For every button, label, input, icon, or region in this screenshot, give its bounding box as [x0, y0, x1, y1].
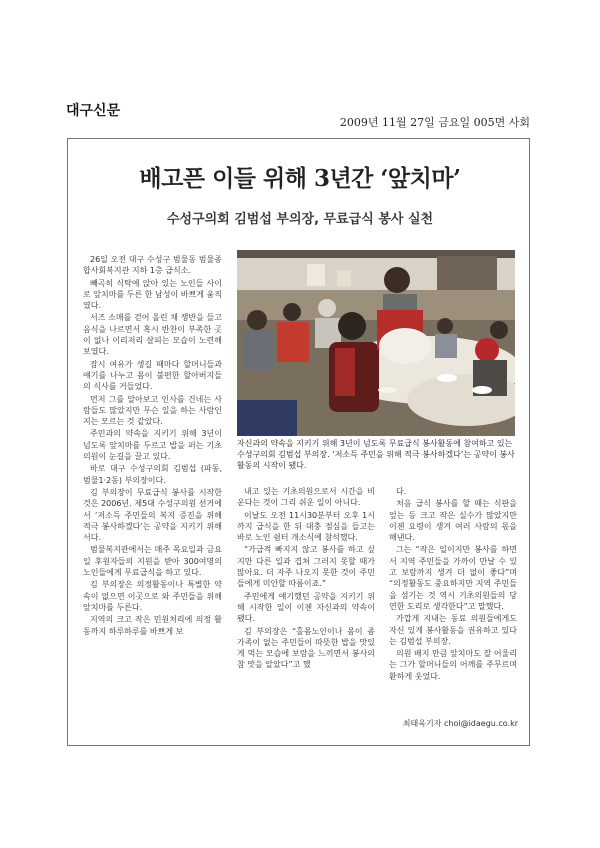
reporter-byline: 최태욱기자 choi@idaegu.co.kr [402, 719, 518, 728]
paragraph: 바로 대구 수성구의회 김범섭 (파동, 범물1·2동) 부의장이다. [83, 464, 222, 485]
paragraph: 주민과의 약속을 지키기 위해 3년이 넘도록 앞치마를 두르고 밥을 퍼는 기초의원이 눈길을 끌고 있다. [83, 429, 222, 462]
dateline: 2009년 11월 27일 금요일 005면 사회 [339, 116, 530, 129]
article-column-1 [83, 254, 222, 638]
paragraph: 26일 오전 대구 수성구 범물동 범물종합사회복지관 지하 1층 급식소. [83, 255, 222, 276]
paragraph: 내고 있는 기초의원으로서 시간을 비운다는 것이 그리 쉬운 일이 아니다. [237, 487, 375, 508]
article-photo [237, 250, 515, 436]
paragraph: 김 부의장은 “홀몸노인이나 몸이 좀 가족이 없는 주민들이 따뜻한 밥을 맛있게 먹는 모습에 보람을 느끼면서 봉사의 참 맛을 알았다”고 했 [237, 626, 375, 670]
paragraph: 빼곡히 식탁에 앉아 있는 노인들 사이로 앞치마를 두른 한 남성이 바쁘게 움직였다. [83, 278, 222, 311]
article-subheadline: 수성구의회 김범섭 부의장, 무료급식 봉사 실천 [166, 212, 434, 227]
paragraph: 범물복지관에서는 매주 목요일과 금요일 후원자들의 지원을 받아 300여명의 노인들에게 무료급식을 하고 있다. [83, 545, 222, 578]
paragraph: 서즈 소매를 걷어 올린 채 쟁반을 들고 음식을 나르면서 혹시 반찬이 부족한 곳이 없나 이리저리 살피는 모습이 노련해 보였다. [83, 313, 222, 357]
article-headline: 배고픈 이들 위해 3년간 ‘앞치마’ [139, 165, 461, 192]
paragraph: “가급적 빠지지 않고 봉사를 하고 싶지만 다른 일과 겹쳐 그러지 못할 때가 많아요. 더 자주 나오지 못한 것이 주민들에게 미안할 따름이죠.” [237, 545, 375, 589]
paragraph: 주민에게 얘기했던 공약을 지키기 위해 시작한 일이 이젠 자신과의 약속이 됐다. [237, 591, 375, 624]
paragraph: 다. [396, 487, 407, 496]
newspaper-masthead: 대구신문 [66, 103, 121, 119]
volunteer-serving-photo [237, 250, 515, 436]
paragraph: 처음 급식 봉사를 할 때는 식판을 엎는 등 크고 작은 실수가 많았지만 이젠 요령이 생겨 여러 사람의 몫을 해낸다. [389, 499, 517, 543]
paragraph: 의원 배지 만큼 앞치마도 잘 어울리는 그가 할머니들의 어깨를 주무르며 환하게 웃었다. [389, 649, 517, 681]
paragraph: 김 부의장은 의정활동이나 특별한 약속이 없으면 이곳으로 와 주민들을 위해 앞치마를 두른다. [83, 580, 222, 612]
article-column-3 [389, 486, 517, 683]
paragraph: 이날도 오전 11시30분부터 오후 1시까지 급식을 한 뒤 대충 점심을 들고는 바로 노인 쉼터 개소식에 참석했다. [237, 510, 375, 543]
paragraph: 잠시 여유가 생길 때마다 할머니들과 얘기를 나누고 몸이 불편한 할아버지들의 식사를 거들었다. [83, 359, 222, 392]
article-column-2 [237, 486, 375, 672]
photo-caption: 자신과의 약속을 지키기 위해 3년이 넘도록 무료급식 봉사활동에 참여하고 있는 수성구의회 김범섭 부의장. ‘저소득 주민을 위해 적극 봉사하겠다’는 공약이 봉사활동의 시작이 됐다. [237, 439, 515, 470]
paragraph: 먼저 그를 알아보고 인사를 건네는 사람들도 많았지만 무슨 일을 하는 사람인지는 모르는 것 같았다. [83, 394, 222, 427]
paragraph: 김 부의장이 무료급식 봉사를 시작한 것은 2006년. 제5대 수성구의원 선거에서 ‘저소득 주민들의 복지 증진을 위해 적극 봉사하겠다’는 공약을 지키기 위해서다. [83, 487, 222, 543]
paragraph: 가깝게 지내는 동료 의원들에게도 자신 있게 봉사활동을 권유하고 있다는 김범섭 부의장. [389, 614, 517, 646]
paragraph: 지역의 크고 작은 민원처리에 의정 활동까지 하루하루를 바쁘게 보 [83, 615, 222, 636]
paragraph: 그는 “작은 일이지만 봉사를 하면서 지역 주민들을 가까이 만날 수 있고 보람까지 생겨 더 없이 좋다”며 “의정활동도 중요하지만 지역 주민들을 섬기는 것 역시 기초의원들의 당연한 도리로 생각한다”고 말했다. [389, 545, 517, 611]
